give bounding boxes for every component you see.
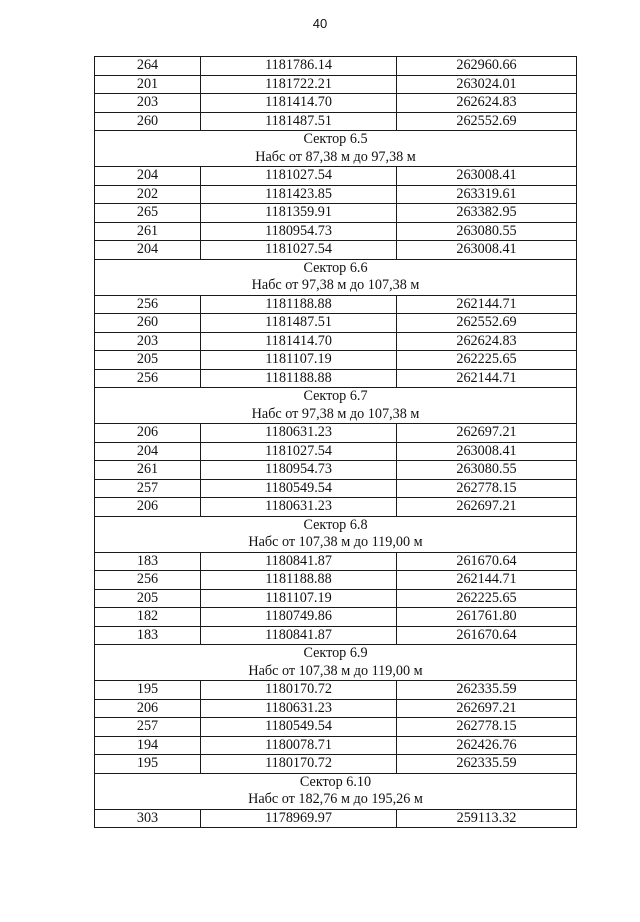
- coordinates-table-body: [95, 57, 577, 828]
- x-coordinate-cell: 1180954.73: [201, 222, 397, 241]
- y-coordinate-cell: 261670.64: [397, 552, 577, 571]
- point-number-cell: 203: [95, 94, 201, 113]
- table-row: [95, 185, 577, 204]
- coordinates-table: [94, 56, 577, 828]
- sector-height-range: Набс от 107,38 м до 119,00 м: [95, 663, 577, 681]
- y-coordinate-cell: 262778.15: [397, 718, 577, 737]
- table-row: [95, 167, 577, 186]
- sector-title-row: [95, 773, 577, 791]
- y-coordinate-cell: 263024.01: [397, 75, 577, 94]
- sector-title: Сектор 6.10: [95, 773, 577, 791]
- y-coordinate-cell: 263008.41: [397, 442, 577, 461]
- table-row: [95, 332, 577, 351]
- point-number-cell: 265: [95, 204, 201, 223]
- x-coordinate-cell: 1181359.91: [201, 204, 397, 223]
- x-coordinate-cell: 1181027.54: [201, 241, 397, 260]
- x-coordinate-cell: 1180631.23: [201, 699, 397, 718]
- point-number-cell: 256: [95, 295, 201, 314]
- point-number-cell: 182: [95, 608, 201, 627]
- table-row: [95, 295, 577, 314]
- table-row: [95, 369, 577, 388]
- x-coordinate-cell: 1181487.51: [201, 314, 397, 333]
- table-row: [95, 571, 577, 590]
- x-coordinate-cell: 1180170.72: [201, 681, 397, 700]
- y-coordinate-cell: 262144.71: [397, 369, 577, 388]
- point-number-cell: 202: [95, 185, 201, 204]
- point-number-cell: 205: [95, 589, 201, 608]
- x-coordinate-cell: 1181027.54: [201, 167, 397, 186]
- x-coordinate-cell: 1180549.54: [201, 479, 397, 498]
- y-coordinate-cell: 262426.76: [397, 736, 577, 755]
- y-coordinate-cell: 262144.71: [397, 571, 577, 590]
- table-row: [95, 57, 577, 76]
- point-number-cell: 205: [95, 351, 201, 370]
- sector-height-range-row: [95, 149, 577, 167]
- x-coordinate-cell: 1181487.51: [201, 112, 397, 131]
- sector-height-range-row: [95, 663, 577, 681]
- y-coordinate-cell: 263008.41: [397, 167, 577, 186]
- page-number: 40: [312, 16, 328, 31]
- point-number-cell: 206: [95, 498, 201, 517]
- x-coordinate-cell: 1181188.88: [201, 295, 397, 314]
- sector-height-range-row: [95, 534, 577, 552]
- point-number-cell: 256: [95, 369, 201, 388]
- table-row: [95, 351, 577, 370]
- table-row: [95, 479, 577, 498]
- x-coordinate-cell: 1180549.54: [201, 718, 397, 737]
- x-coordinate-cell: 1180631.23: [201, 424, 397, 443]
- point-number-cell: 261: [95, 461, 201, 480]
- x-coordinate-cell: 1180954.73: [201, 461, 397, 480]
- y-coordinate-cell: 263080.55: [397, 461, 577, 480]
- point-number-cell: 195: [95, 755, 201, 774]
- sector-title: Сектор 6.5: [95, 131, 577, 149]
- y-coordinate-cell: 262697.21: [397, 424, 577, 443]
- sector-height-range: Набс от 97,38 м до 107,38 м: [95, 406, 577, 424]
- x-coordinate-cell: 1181188.88: [201, 369, 397, 388]
- x-coordinate-cell: 1180078.71: [201, 736, 397, 755]
- point-number-cell: 206: [95, 424, 201, 443]
- sector-height-range: Набс от 182,76 м до 195,26 м: [95, 791, 577, 809]
- sector-title: Сектор 6.8: [95, 516, 577, 534]
- sector-title-row: [95, 131, 577, 149]
- y-coordinate-cell: 263080.55: [397, 222, 577, 241]
- sector-height-range-row: [95, 406, 577, 424]
- table-row: [95, 552, 577, 571]
- table-row: [95, 498, 577, 517]
- y-coordinate-cell: 262960.66: [397, 57, 577, 76]
- sector-title: Сектор 6.6: [95, 259, 577, 277]
- y-coordinate-cell: 263382.95: [397, 204, 577, 223]
- y-coordinate-cell: 262552.69: [397, 314, 577, 333]
- x-coordinate-cell: 1181786.14: [201, 57, 397, 76]
- x-coordinate-cell: 1181107.19: [201, 589, 397, 608]
- table-row: [95, 718, 577, 737]
- sector-title-row: [95, 645, 577, 663]
- sector-title: Сектор 6.7: [95, 388, 577, 406]
- point-number-cell: 303: [95, 809, 201, 828]
- x-coordinate-cell: 1178969.97: [201, 809, 397, 828]
- table-row: [95, 699, 577, 718]
- table-row: [95, 424, 577, 443]
- table-row: [95, 626, 577, 645]
- table-row: [95, 589, 577, 608]
- point-number-cell: 257: [95, 718, 201, 737]
- point-number-cell: 204: [95, 241, 201, 260]
- y-coordinate-cell: 262697.21: [397, 699, 577, 718]
- table-row: [95, 314, 577, 333]
- point-number-cell: 201: [95, 75, 201, 94]
- x-coordinate-cell: 1181414.70: [201, 94, 397, 113]
- y-coordinate-cell: 263319.61: [397, 185, 577, 204]
- table-row: [95, 442, 577, 461]
- sector-height-range: Набс от 87,38 м до 97,38 м: [95, 149, 577, 167]
- sector-height-range: Набс от 97,38 м до 107,38 м: [95, 277, 577, 295]
- table-row: [95, 755, 577, 774]
- sector-title-row: [95, 516, 577, 534]
- y-coordinate-cell: 262624.83: [397, 332, 577, 351]
- point-number-cell: 206: [95, 699, 201, 718]
- y-coordinate-cell: 262225.65: [397, 589, 577, 608]
- point-number-cell: 264: [95, 57, 201, 76]
- sector-height-range-row: [95, 277, 577, 295]
- y-coordinate-cell: 262697.21: [397, 498, 577, 517]
- point-number-cell: 256: [95, 571, 201, 590]
- x-coordinate-cell: 1181414.70: [201, 332, 397, 351]
- point-number-cell: 203: [95, 332, 201, 351]
- table-row: [95, 461, 577, 480]
- table-row: [95, 75, 577, 94]
- sector-height-range-row: [95, 791, 577, 809]
- x-coordinate-cell: 1180841.87: [201, 626, 397, 645]
- sector-title-row: [95, 388, 577, 406]
- x-coordinate-cell: 1181423.85: [201, 185, 397, 204]
- x-coordinate-cell: 1180170.72: [201, 755, 397, 774]
- y-coordinate-cell: 263008.41: [397, 241, 577, 260]
- x-coordinate-cell: 1181188.88: [201, 571, 397, 590]
- point-number-cell: 204: [95, 167, 201, 186]
- sector-title: Сектор 6.9: [95, 645, 577, 663]
- y-coordinate-cell: 262624.83: [397, 94, 577, 113]
- x-coordinate-cell: 1181027.54: [201, 442, 397, 461]
- table-row: [95, 809, 577, 828]
- table-row: [95, 681, 577, 700]
- sector-title-row: [95, 259, 577, 277]
- y-coordinate-cell: 262225.65: [397, 351, 577, 370]
- y-coordinate-cell: 262144.71: [397, 295, 577, 314]
- x-coordinate-cell: 1181107.19: [201, 351, 397, 370]
- table-row: [95, 222, 577, 241]
- table-row: [95, 608, 577, 627]
- table-row: [95, 241, 577, 260]
- point-number-cell: 260: [95, 314, 201, 333]
- y-coordinate-cell: 261670.64: [397, 626, 577, 645]
- y-coordinate-cell: 262335.59: [397, 681, 577, 700]
- sector-height-range: Набс от 107,38 м до 119,00 м: [95, 534, 577, 552]
- table-row: [95, 736, 577, 755]
- y-coordinate-cell: 259113.32: [397, 809, 577, 828]
- y-coordinate-cell: 262778.15: [397, 479, 577, 498]
- point-number-cell: 261: [95, 222, 201, 241]
- y-coordinate-cell: 261761.80: [397, 608, 577, 627]
- point-number-cell: 183: [95, 626, 201, 645]
- y-coordinate-cell: 262335.59: [397, 755, 577, 774]
- point-number-cell: 183: [95, 552, 201, 571]
- point-number-cell: 194: [95, 736, 201, 755]
- point-number-cell: 257: [95, 479, 201, 498]
- point-number-cell: 204: [95, 442, 201, 461]
- point-number-cell: 195: [95, 681, 201, 700]
- x-coordinate-cell: 1180749.86: [201, 608, 397, 627]
- point-number-cell: 260: [95, 112, 201, 131]
- table-row: [95, 112, 577, 131]
- x-coordinate-cell: 1180841.87: [201, 552, 397, 571]
- table-row: [95, 94, 577, 113]
- table-row: [95, 204, 577, 223]
- x-coordinate-cell: 1180631.23: [201, 498, 397, 517]
- x-coordinate-cell: 1181722.21: [201, 75, 397, 94]
- y-coordinate-cell: 262552.69: [397, 112, 577, 131]
